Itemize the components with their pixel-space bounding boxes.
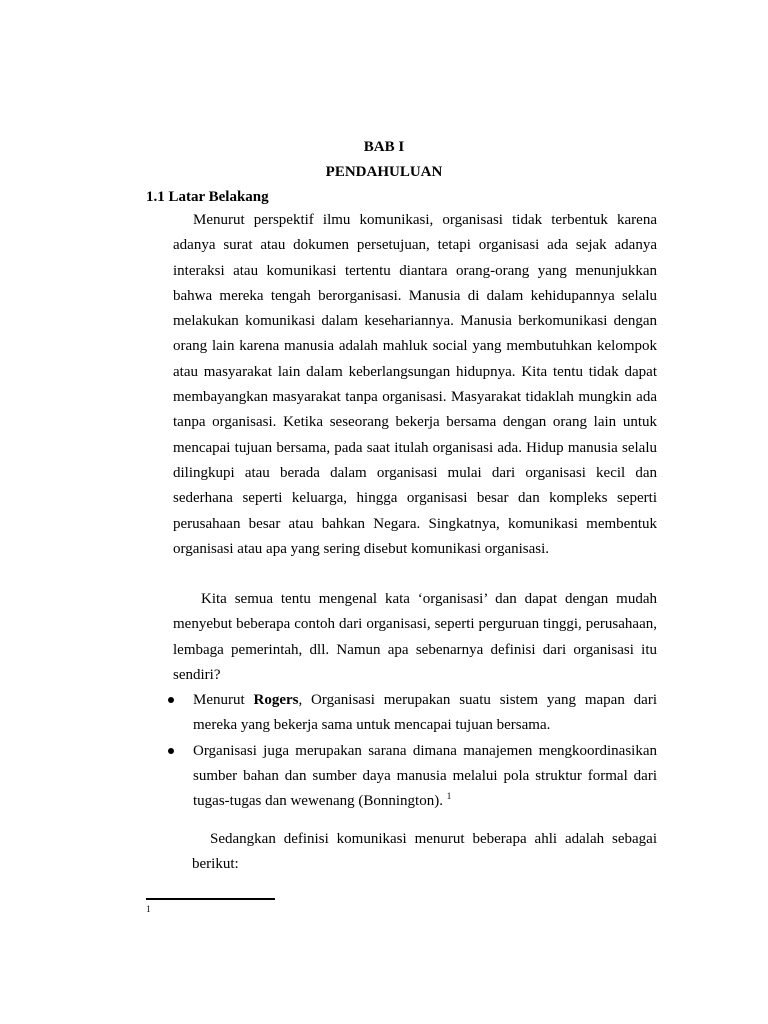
bullet-text: Organisasi juga merupakan sarana dimana manajemen mengkoordinasikan sumber bahan dan sumber daya manusia melalui pola struktur formal dari tugas-tugas dan wewenang (Bonnington). — [193, 742, 657, 810]
list-item — [167, 688, 657, 739]
list-item — [167, 739, 657, 815]
section-heading: 1.1 Latar Belakang — [146, 189, 269, 205]
footnote-number: 1 — [146, 904, 151, 914]
definition-list — [167, 688, 657, 814]
chapter-number: BAB I — [363, 139, 405, 155]
footnote-reference[interactable]: 1 — [446, 791, 452, 802]
paragraph-intro: Menurut perspektif ilmu komunikasi, organisasi tidak terbentuk karena adanya surat atau dokumen persetujuan, tetapi organisasi ada sejak adanya interaksi atau komunikasi tertentu diantara orang-orang yang menunjukkan bahwa mereka tengah berorganisasi. Manusia di dalam kehidupannya selalu melakukan komunikasi dalam kesehariannya. Manusia berkomunikasi dengan orang lain karena manusia adalah mahluk social yang membutuhkan kelompok atau masyarakat lain dalam keberlangsungan hidupnya. Kita tentu tidak dapat membayangkan masyarakat tanpa organisasi. Masyarakat tidaklah mungkin ada tanpa organisasi. Ketika seseorang bekerja bersama dengan orang lain untuk mencapai tujuan bersama, pada saat itulah organisasi ada. Hidup manusia selalu dilingkupi atau berada dalam organisasi mulai dari organisasi kecil dan sederhana seperti keluarga, hingga organisasi besar dan kompleks seperti perusahaan besar atau bahkan Negara. Singkatnya, komunikasi membentuk organisasi atau apa yang sering disebut komunikasi organisasi. — [173, 212, 657, 557]
bullet-author: Rogers — [253, 692, 299, 708]
footnote-divider — [146, 898, 275, 900]
bullet-text: , Organisasi merupakan suatu sistem yang mapan dari mereka yang bekerja sama untuk mencapai tujuan bersama. — [193, 692, 657, 734]
paragraph-komunikasi: Sedangkan definisi komunikasi menurut beberapa ahli adalah sebagai berikut: — [192, 831, 657, 873]
chapter-title: PENDAHULUAN — [325, 164, 443, 180]
bullet-prefix: Menurut — [193, 692, 254, 708]
bullet-icon — [168, 748, 174, 754]
paragraph-organisasi: Kita semua tentu mengenal kata ‘organisasi’ dan dapat dengan mudah menyebut beberapa contoh dari organisasi, seperti perguruan tinggi, perusahaan, lembaga pemerintah, dll. Namun apa sebenarnya definisi dari organisasi itu sendiri? — [173, 591, 657, 683]
bullet-icon — [168, 697, 174, 703]
